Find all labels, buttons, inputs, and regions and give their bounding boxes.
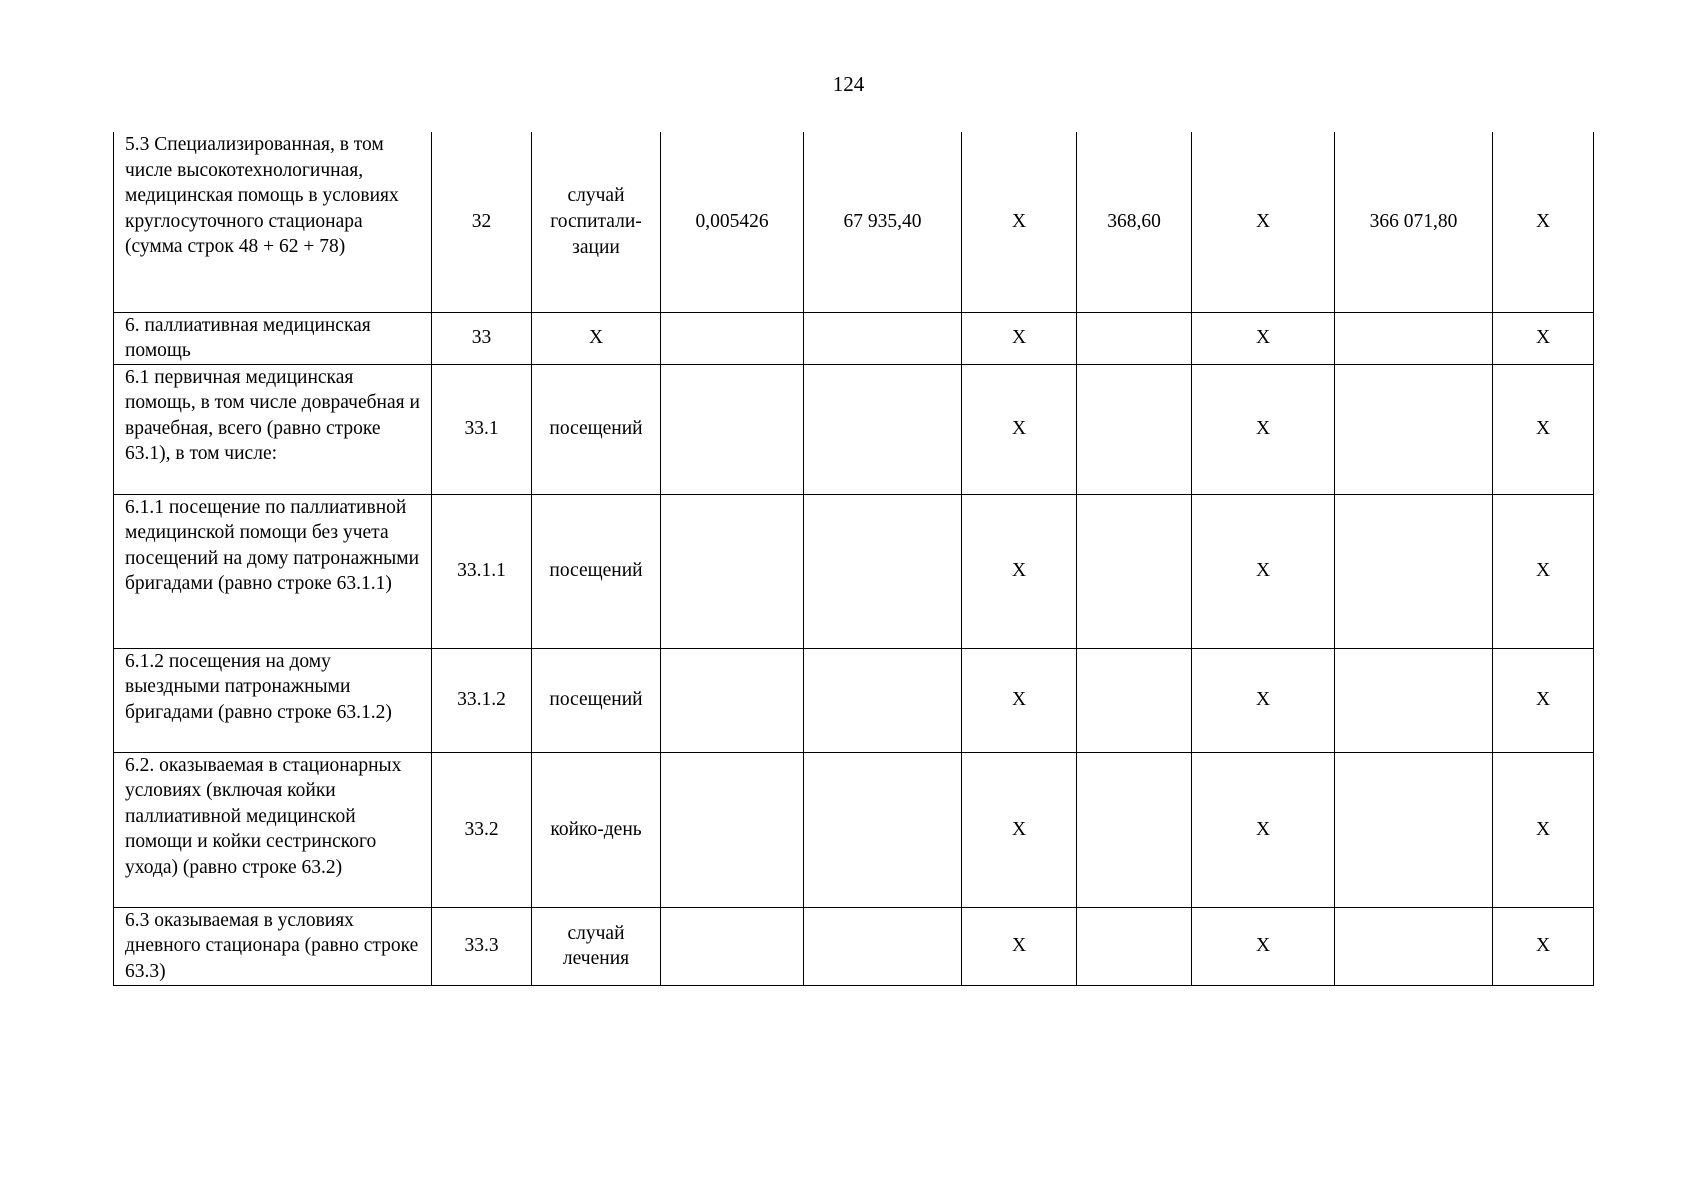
- row-col6: X: [962, 312, 1077, 364]
- row-name-cell: [114, 312, 432, 364]
- row-unit: X: [588, 327, 604, 349]
- row-unit: случай госпитали-зации: [550, 185, 642, 258]
- row-col8: X: [1192, 364, 1335, 494]
- row-col6: X: [962, 648, 1077, 752]
- row-col6: X: [962, 494, 1077, 648]
- row-col10: X: [1493, 312, 1594, 364]
- row-name: 6.3 оказываемая в условиях дневного стационара (равно строке 63.3): [125, 909, 419, 982]
- row-name-cell: [114, 752, 432, 907]
- row-col10: X: [1493, 494, 1594, 648]
- table-row: [114, 132, 1594, 312]
- table-row: [114, 907, 1594, 985]
- row-col8: X: [1192, 312, 1335, 364]
- row-col9: [1335, 494, 1493, 648]
- row-col8: X: [1192, 907, 1335, 985]
- row-unit-cell: [532, 752, 661, 907]
- row-col10: X: [1493, 132, 1594, 312]
- row-name-cell: [114, 364, 432, 494]
- row-unit-cell: [532, 907, 661, 985]
- row-col4: 0,005426: [661, 132, 804, 312]
- row-unit-cell: [532, 312, 661, 364]
- row-col9: [1335, 648, 1493, 752]
- row-col10: X: [1493, 752, 1594, 907]
- row-name: 6.1.1 посещение по паллиативной медицинской помощи без учета посещений на дому патронажными бригадами (равно строке 63.1.1): [125, 496, 420, 595]
- row-col8: X: [1192, 132, 1335, 312]
- row-col4: [661, 494, 804, 648]
- table-row: [114, 494, 1594, 648]
- row-col7: [1077, 312, 1192, 364]
- row-col6: X: [962, 364, 1077, 494]
- table-row: [114, 648, 1594, 752]
- row-col7: 368,60: [1077, 132, 1192, 312]
- row-col5: [804, 648, 962, 752]
- row-col4: [661, 312, 804, 364]
- row-name: 6.2. оказываемая в стационарных условиях (включая койки паллиативной медицинской помощи и койки сестринского ухода) (равно строке 63.2): [125, 754, 402, 879]
- row-col10: X: [1493, 364, 1594, 494]
- row-name-cell: [114, 907, 432, 985]
- row-col5: [804, 907, 962, 985]
- row-name: 5.3 Специализированная, в том числе высокотехнологичная, медицинская помощь в условиях круглосуточного стационара (сумма строк 48 + 62 + 78): [125, 134, 399, 258]
- row-col5: [804, 494, 962, 648]
- row-line-number: 33.3: [432, 907, 532, 985]
- row-line-number: 33: [432, 312, 532, 364]
- row-name: 6.1 первичная медицинская помощь, в том числе доврачебная и врачебная, всего (равно строке 63.1), в том числе:: [125, 366, 420, 465]
- table-row: [114, 364, 1594, 494]
- page-number: 124: [832, 72, 865, 96]
- row-col7: [1077, 648, 1192, 752]
- row-col5: [804, 752, 962, 907]
- row-col5: [804, 312, 962, 364]
- row-unit: случай лечения: [562, 922, 630, 970]
- row-unit-cell: [532, 648, 661, 752]
- table-row: [114, 312, 1594, 364]
- row-unit: посещений: [549, 418, 643, 440]
- row-unit: койко-день: [550, 818, 642, 840]
- data-table: [113, 132, 1594, 986]
- row-name: 6.1.2 посещения на дому выездными патронажными бригадами (равно строке 63.1.2): [125, 650, 392, 723]
- row-col5: 67 935,40: [804, 132, 962, 312]
- row-col4: [661, 907, 804, 985]
- row-line-number: 33.1.1: [432, 494, 532, 648]
- row-line-number: 33.2: [432, 752, 532, 907]
- row-col7: [1077, 907, 1192, 985]
- row-line-number: 33.1.2: [432, 648, 532, 752]
- row-col4: [661, 752, 804, 907]
- row-col8: X: [1192, 648, 1335, 752]
- row-col5: [804, 364, 962, 494]
- row-line-number: 33.1: [432, 364, 532, 494]
- row-col6: X: [962, 907, 1077, 985]
- row-unit: посещений: [549, 560, 643, 582]
- row-name-cell: [114, 132, 432, 312]
- row-col9: [1335, 364, 1493, 494]
- row-col6: X: [962, 752, 1077, 907]
- row-unit: посещений: [549, 689, 643, 711]
- row-unit-cell: [532, 494, 661, 648]
- row-col7: [1077, 494, 1192, 648]
- row-unit-cell: [532, 364, 661, 494]
- table-row: [114, 752, 1594, 907]
- row-col6: X: [962, 132, 1077, 312]
- row-col9: 366 071,80: [1335, 132, 1493, 312]
- row-col7: [1077, 364, 1192, 494]
- row-col10: X: [1493, 648, 1594, 752]
- row-line-number: 32: [432, 132, 532, 312]
- row-col4: [661, 364, 804, 494]
- row-col7: [1077, 752, 1192, 907]
- row-col4: [661, 648, 804, 752]
- row-name: 6. паллиативная медицинская помощь: [125, 314, 371, 362]
- row-name-cell: [114, 648, 432, 752]
- row-col9: [1335, 752, 1493, 907]
- row-name-cell: [114, 494, 432, 648]
- row-col10: X: [1493, 907, 1594, 985]
- row-unit-cell: [532, 132, 661, 312]
- row-col9: [1335, 907, 1493, 985]
- row-col9: [1335, 312, 1493, 364]
- row-col8: X: [1192, 494, 1335, 648]
- row-col8: X: [1192, 752, 1335, 907]
